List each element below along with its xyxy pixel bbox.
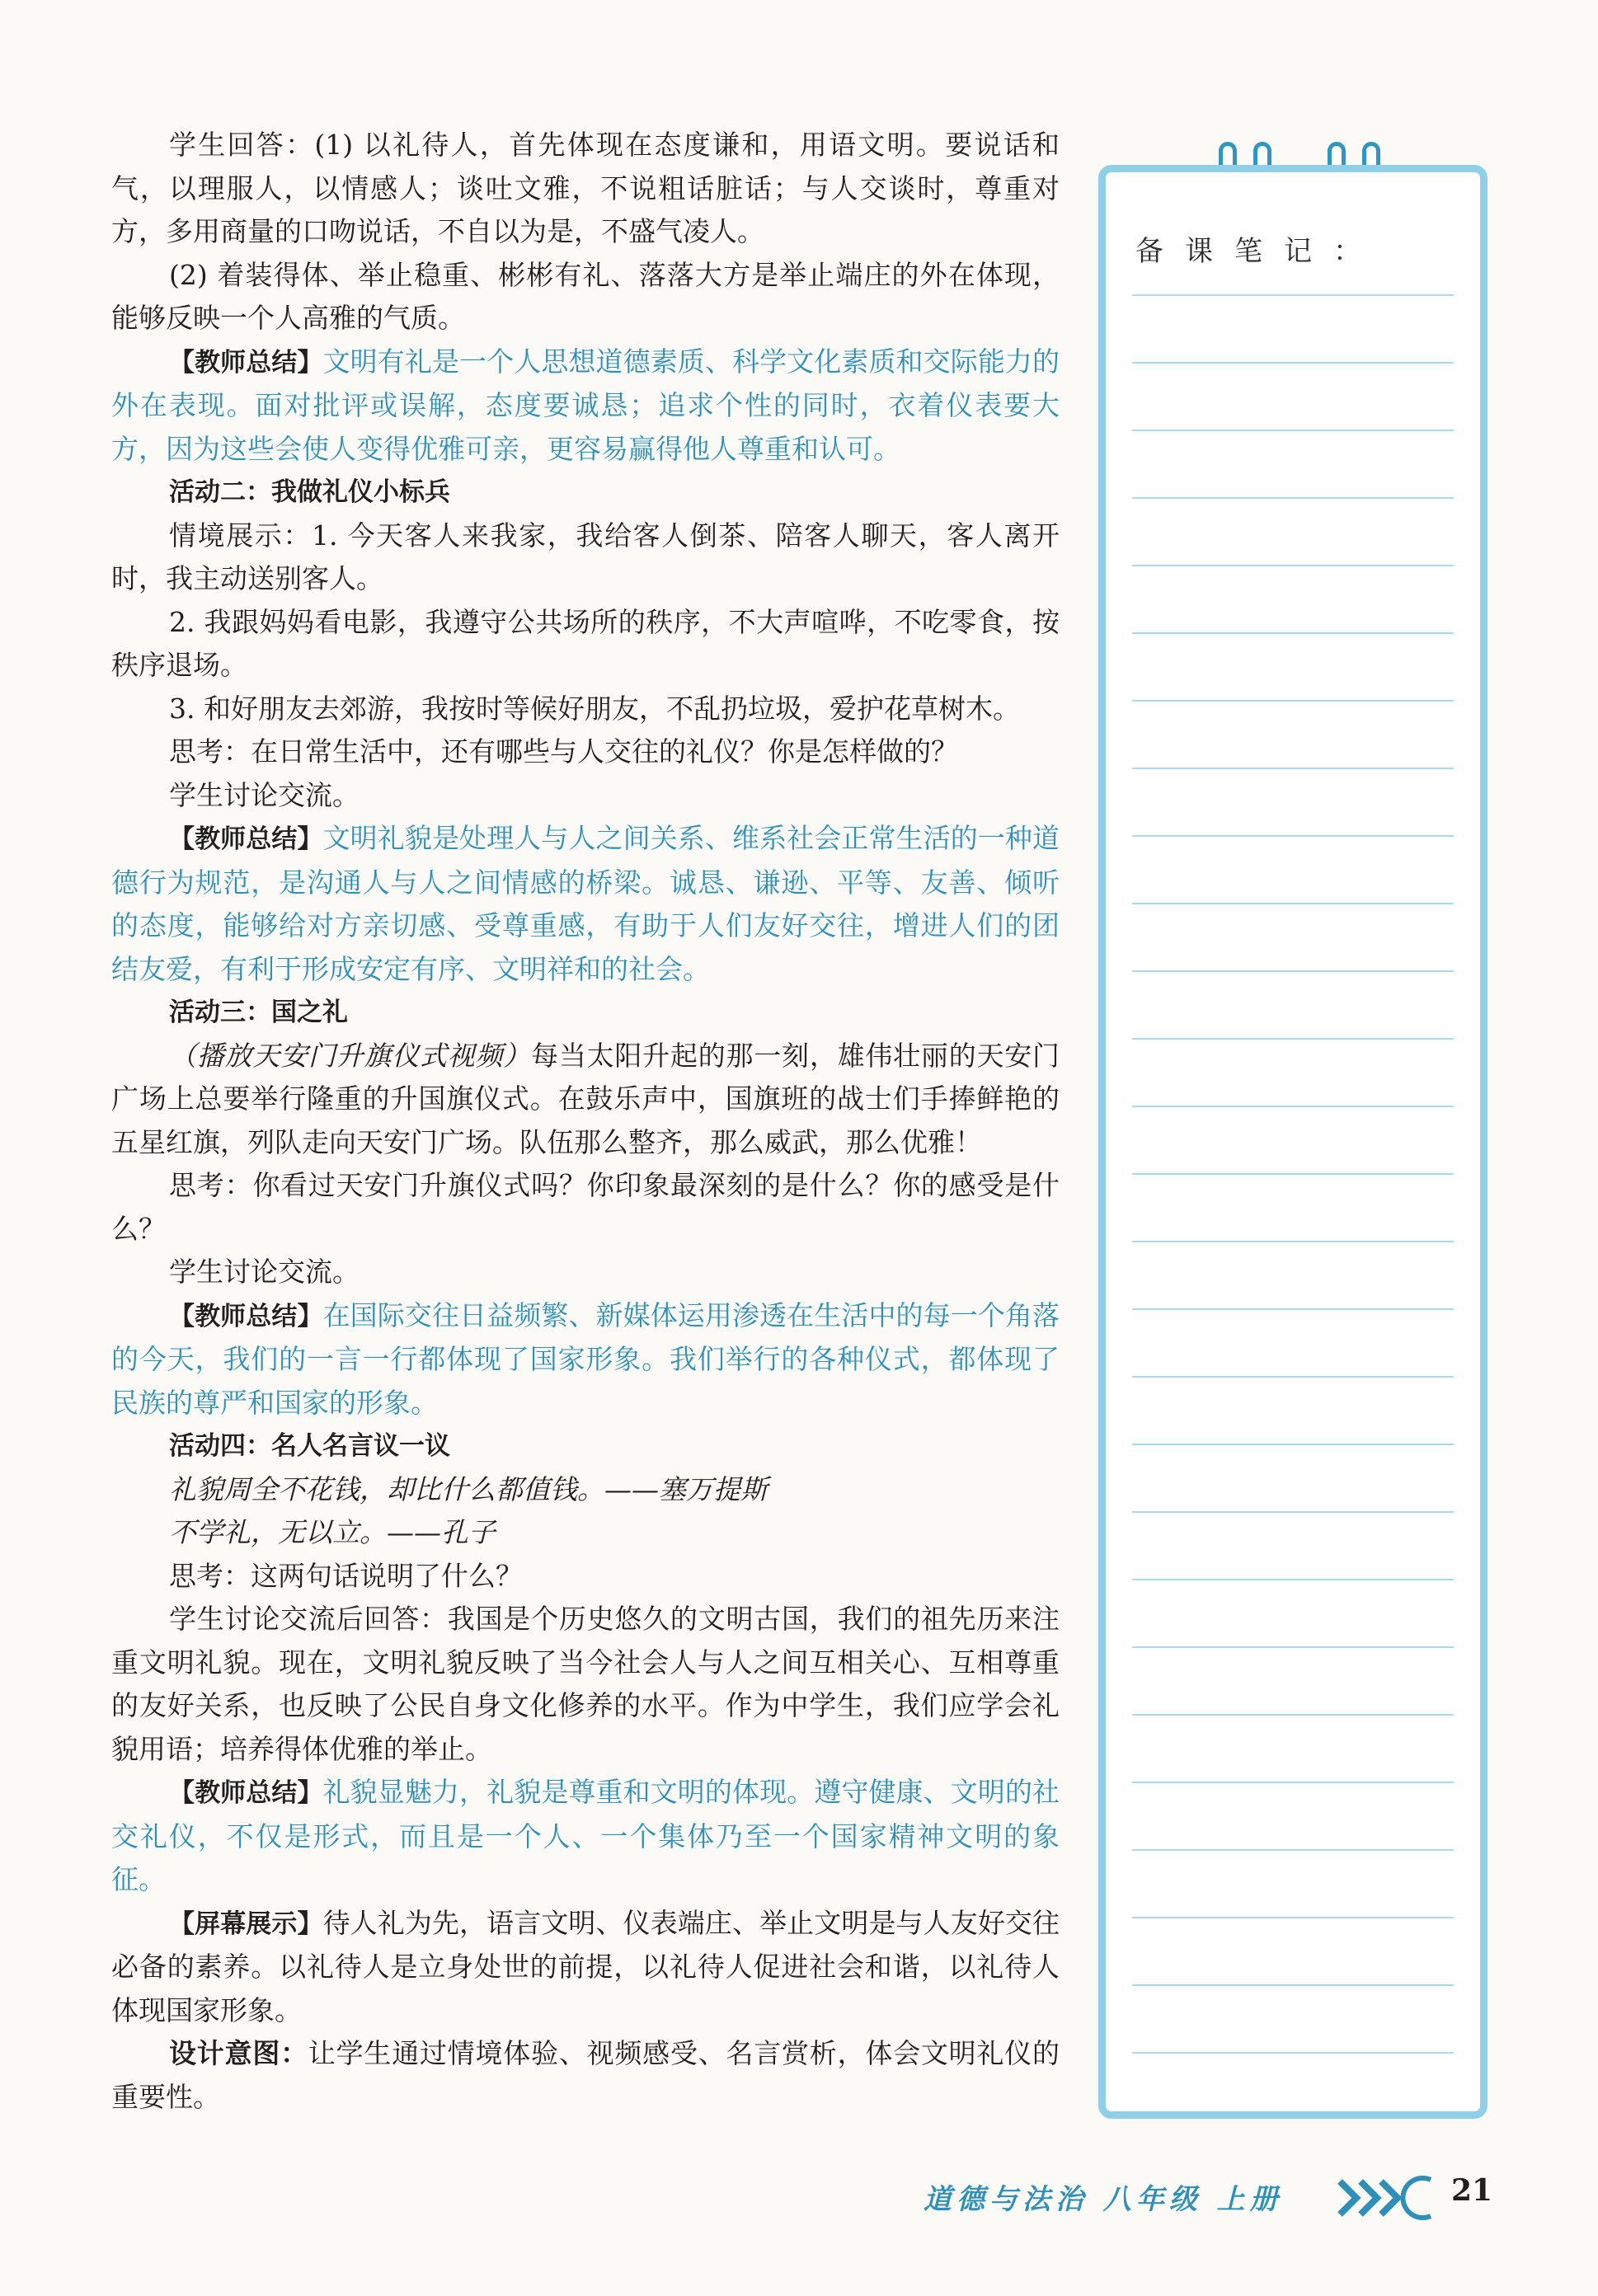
note-rule-line	[1132, 903, 1454, 904]
teacher-summary-1	[111, 340, 1060, 472]
book-title: 道德与法治 八年级 上册	[924, 2183, 1283, 2216]
main-content	[111, 124, 1060, 2119]
answer-paragraph-3: 学生讨论交流后回答：我国是个历史悠久的文明古国，我们的祖先历来注重文明礼貌。现在，文明礼貌反映了当今社会人与人之间互相关心、互相尊重的友好关系，也反映了公民自身文化修养的水平。作为中学生，我们应学会礼貌用语；培养得体优雅的举止。	[111, 1603, 1060, 1765]
summary-tag: 【教师总结】	[169, 1778, 323, 1808]
summary-text: 文明有礼是一个人思想道德素质、科学文化素质和交际能力的外在表现。面对批评或误解，态度要诚恳；追求个性的同时，衣着仪表要大方，因为这些会使人变得优雅可亲，更容易赢得他人尊重和认可。	[111, 345, 1060, 465]
note-rule-line	[1132, 1917, 1454, 1918]
summary-text: 文明礼貌是处理人与人之间关系、维系社会正常生活的一种道德行为规范，是沟通人与人之间情感的桥梁。诚恳、谦逊、平等、友善、倾听的态度，能够给对方亲切感、受尊重感，有助于人们友好交往，增进人们的团结友爱，有利于形成安定有序、文明祥和的社会。	[111, 822, 1060, 985]
teacher-summary-4	[111, 1771, 1060, 1902]
screen-tag: 【屏幕展示】	[169, 1909, 323, 1939]
note-rule-line	[1132, 1782, 1454, 1783]
notes-title: 备课笔记：	[1135, 235, 1383, 268]
note-rule-line	[1132, 1106, 1454, 1107]
screen-text: 待人礼为先，语言文明、仪表端庄、举止文明是与人友好交往必备的素养。以礼待人是立身处世的前提，以礼待人促进社会和谐，以礼待人体现国家形象。	[111, 1906, 1060, 2026]
note-rule-line	[1132, 565, 1454, 566]
discussion-note-2: 学生讨论交流。	[169, 1256, 360, 1288]
note-rule-line	[1132, 1308, 1454, 1310]
note-rule-line	[1132, 1984, 1454, 1986]
note-rule-line	[1132, 2052, 1454, 2054]
page-footer	[924, 2168, 1501, 2226]
note-rule-line	[1132, 768, 1454, 769]
teacher-summary-2	[111, 817, 1060, 991]
note-rule-line	[1132, 362, 1454, 364]
note-rule-line	[1132, 1511, 1454, 1513]
note-rule-line	[1132, 430, 1454, 431]
activity-4-heading: 活动四：名人名言议一议	[169, 1431, 450, 1461]
summary-tag: 【教师总结】	[169, 347, 323, 378]
note-rule-line	[1132, 1241, 1454, 1242]
screen-display	[111, 1902, 1060, 2033]
design-text: 让学生通过情境体验、视频感受、名言赏析，体会文明礼仪的重要性。	[111, 2037, 1060, 2113]
page-number: 21	[1451, 2173, 1493, 2208]
note-rule-line	[1132, 497, 1454, 499]
design-intent	[111, 2032, 1060, 2119]
note-rule-line	[1132, 294, 1454, 296]
note-rule-line	[1132, 835, 1454, 837]
quote-2: 不学礼，无以立。——孔子	[169, 1516, 496, 1548]
scenario-paragraph-1: 情境展示：1. 今天客人来我家，我给客人倒茶、陪客人聊天，客人离开时，我主动送别客人。	[111, 519, 1060, 594]
quote-1: 礼貌周全不花钱，却比什么都值钱。——塞万提斯	[169, 1472, 768, 1505]
activity-2-heading: 活动二：我做礼仪小标兵	[169, 477, 450, 507]
flag-ceremony-paragraph	[111, 1035, 1060, 1165]
note-rule-line	[1132, 1646, 1454, 1648]
activity-3-heading: 活动三：国之礼	[169, 998, 348, 1027]
think-question-1: 思考：在日常生活中，还有哪些与人交往的礼仪？你是怎样做的？	[169, 735, 958, 768]
note-rule-line	[1132, 700, 1454, 702]
think-question-2: 思考：你看过天安门升旗仪式吗？你印象最深刻的是什么？你的感受是什么？	[111, 1169, 1060, 1245]
lesson-notes-panel	[1098, 165, 1488, 2119]
summary-tag: 【教师总结】	[169, 824, 323, 854]
note-rule-line	[1132, 970, 1454, 972]
chevron-right-icon	[1336, 2173, 1443, 2223]
think-question-3: 思考：这两句话说明了什么？	[169, 1559, 523, 1592]
discussion-note-1: 学生讨论交流。	[169, 778, 360, 811]
note-rule-line	[1132, 1579, 1454, 1580]
answer-paragraph-1: 学生回答：(1) 以礼待人，首先体现在态度谦和，用语文明。要说话和气，以理服人，以情感人；谈吐文雅，不说粗话脏话；与人交谈时，尊重对方，多用商量的口吻说话，不自以为是，不盛气凌人。	[111, 129, 1060, 247]
note-rule-line	[1132, 1376, 1454, 1378]
note-rule-line	[1132, 1173, 1454, 1175]
summary-tag: 【教师总结】	[169, 1301, 323, 1331]
answer-paragraph-2: (2) 着装得体、举止稳重、彬彬有礼、落落大方是举止端庄的外在体现，能够反映一个人高雅的气质。	[111, 258, 1060, 334]
scenario-paragraph-2: 2. 我跟妈妈看电影，我遵守公共场所的秩序，不大声喧哗，不吃零食，按秩序退场。	[111, 605, 1060, 681]
note-rule-line	[1132, 1849, 1454, 1851]
note-rule-line	[1132, 1444, 1454, 1445]
notes-lines	[1132, 294, 1454, 2088]
teacher-summary-3	[111, 1294, 1060, 1425]
design-tag: 设计意图：	[169, 2037, 308, 2069]
flag-ceremony-text: 每当太阳升起的那一刻，雄伟壮丽的天安门广场上总要举行隆重的升国旗仪式。在鼓乐声中，国旗班的战士们手捧鲜艳的五星红旗，列队走向天安门广场。队伍那么整齐，那么威武，那么优雅！	[111, 1039, 1060, 1158]
note-rule-line	[1132, 1714, 1454, 1716]
summary-text: 礼貌显魅力，礼貌是尊重和文明的体现。遵守健康、文明的社交礼仪，不仅是形式，而且是一个人、一个集体乃至一个国家精神文明的象征。	[111, 1776, 1060, 1895]
scenario-paragraph-3: 3. 和好朋友去郊游，我按时等候好朋友，不乱扔垃圾，爱护花草树木。	[169, 692, 1020, 725]
summary-text: 在国际交往日益频繁、新媒体运用渗透在生活中的每一个角落的今天，我们的一言一行都体现了国家形象。我们举行的各种仪式，都体现了民族的尊严和国家的形象。	[111, 1298, 1060, 1419]
note-rule-line	[1132, 1038, 1454, 1040]
note-rule-line	[1132, 632, 1454, 634]
video-note: （播放天安门升旗仪式视频）	[169, 1039, 532, 1072]
